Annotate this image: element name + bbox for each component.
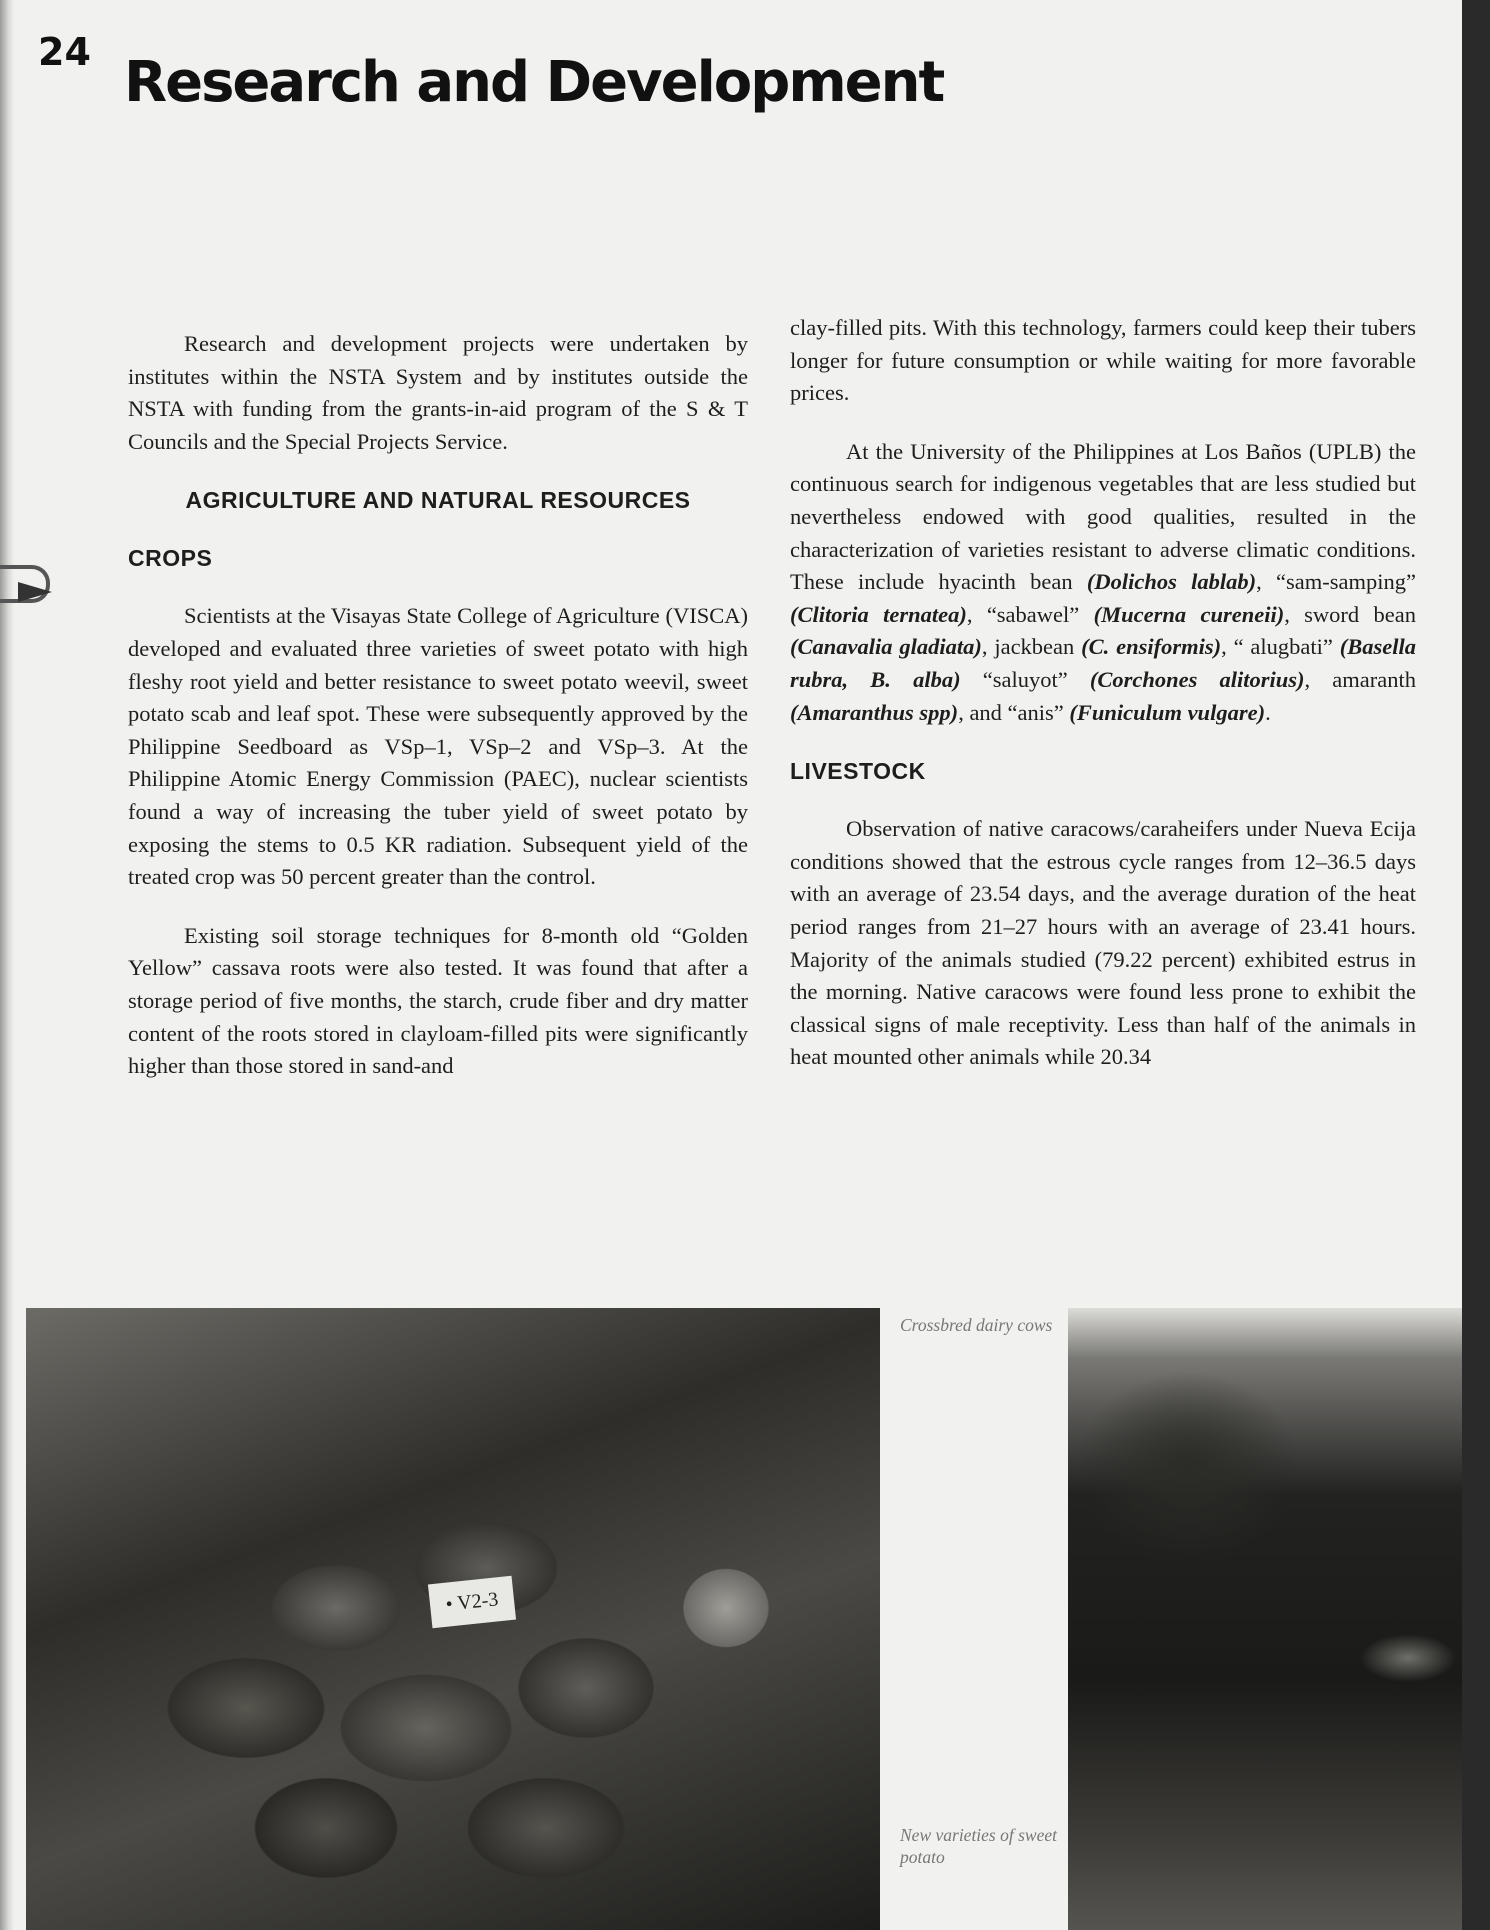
continued-paragraph: clay-filled pits. With this technology, farmers could keep their tubers longer for future consumption or while waiting for more favorable prices.	[790, 315, 1416, 406]
section-heading: AGRICULTURE AND NATURAL RESOURCES	[185, 487, 691, 514]
species-name: (C. ensiformis)	[1081, 634, 1222, 660]
crops-paragraph-1: Scientists at the Visayas State College of Agriculture (VISCA) developed and evaluated three varieties of sweet potato with high fleshy root yield and better resistance to sweet potato weevil, sweet potato scab and leaf spot. These were subsequently approved by the Philippine Seedboard as VSp–1, VSp–2 and VSp–3. At the Philippine Atomic Energy Commission (PAEC), nuclear scientists found a way of increasing the tuber yield of sweet potato by exposing the stems to 0.5 KR radiation. Subsequent yield of the treated crop was 50 percent greater than the control.	[128, 603, 748, 890]
uplb-paragraph	[790, 436, 1416, 729]
intro-paragraph: Research and development projects were undertaken by institutes within the NSTA System and by institutes outside the NSTA with funding from the grants-in-aid program of the S & T Councils and the Special Projects Service.	[128, 331, 748, 454]
page-number: 24	[38, 30, 91, 74]
crops-heading: CROPS	[128, 545, 213, 572]
species-name: (Mucerna cureneii)	[1093, 601, 1285, 627]
text-run: , jackbean	[981, 634, 1082, 660]
species-name: (Amaranthus spp)	[790, 699, 959, 725]
species-name: (Basella rubra, B. alba)	[790, 634, 1417, 692]
text-run: “saluyot”	[960, 666, 1090, 692]
species-name: (Canavalia gladiata)	[790, 634, 982, 660]
text-run: , sword bean	[1284, 601, 1416, 627]
text-run: , amaranth	[1304, 666, 1417, 692]
text-run: At the University of the Philippines at Los Baños (UPLB) the continuous search for indigenous vegetables that are less studied but nevertheless endowed with good qualities, resulted in the characterization of varieties resistant to adverse climatic conditions. These include hyacinth bean	[790, 438, 1416, 595]
sweet-potato-photo	[26, 1308, 880, 1930]
caption-dairy-cows: Crossbred dairy cows	[900, 1315, 1053, 1335]
text-run: , “sabawel”	[966, 601, 1094, 627]
species-name: (Funiculum vulgare)	[1069, 699, 1266, 725]
page-title: Research and Development	[124, 50, 944, 115]
left-column	[128, 328, 748, 1083]
text-run: , “sam-samping”	[1256, 569, 1416, 595]
text-run: , “ alugbati”	[1221, 634, 1340, 660]
livestock-heading: LIVESTOCK	[790, 758, 926, 785]
livestock-paragraph: Observation of native caracows/caraheifers under Nueva Ecija conditions showed that the estrous cycle ranges from 12–36.5 days with an average of 23.54 days, and the average duration of the heat period ranges from 21–27 hours with an average of 23.41 hours. Majority of the animals studied (79.22 percent) exhibited estrus in the morning. Native caracows were found less prone to exhibit the classical signs of male receptivity. Less than half of the animals in heat mounted other animals while 20.34	[790, 816, 1416, 1070]
binding-edge	[0, 0, 14, 1930]
caption-sweet-potato: New varieties of sweet potato	[900, 1825, 1057, 1867]
text-run: .	[1265, 699, 1271, 725]
species-name: (Corchones alitorius)	[1089, 666, 1305, 692]
text-run: , and “anis”	[958, 699, 1070, 725]
crops-paragraph-2: Existing soil storage techniques for 8-month old “Golden Yellow” cassava roots were also tested. It was found that after a storage period of five months, the starch, crude fiber and dry matter content of the roots stored in clayloam-filled pits were significantly higher than those stored in sand-and	[128, 922, 748, 1079]
species-name: (Clitoria ternatea)	[790, 601, 967, 627]
variety-tag: • V2-3	[428, 1576, 516, 1629]
right-column	[790, 312, 1416, 1074]
caption-column	[880, 1308, 1068, 1930]
species-name: (Dolichos lablab)	[1086, 569, 1257, 595]
binder-clip-icon	[18, 582, 52, 602]
dairy-cows-photo	[1068, 1308, 1462, 1930]
